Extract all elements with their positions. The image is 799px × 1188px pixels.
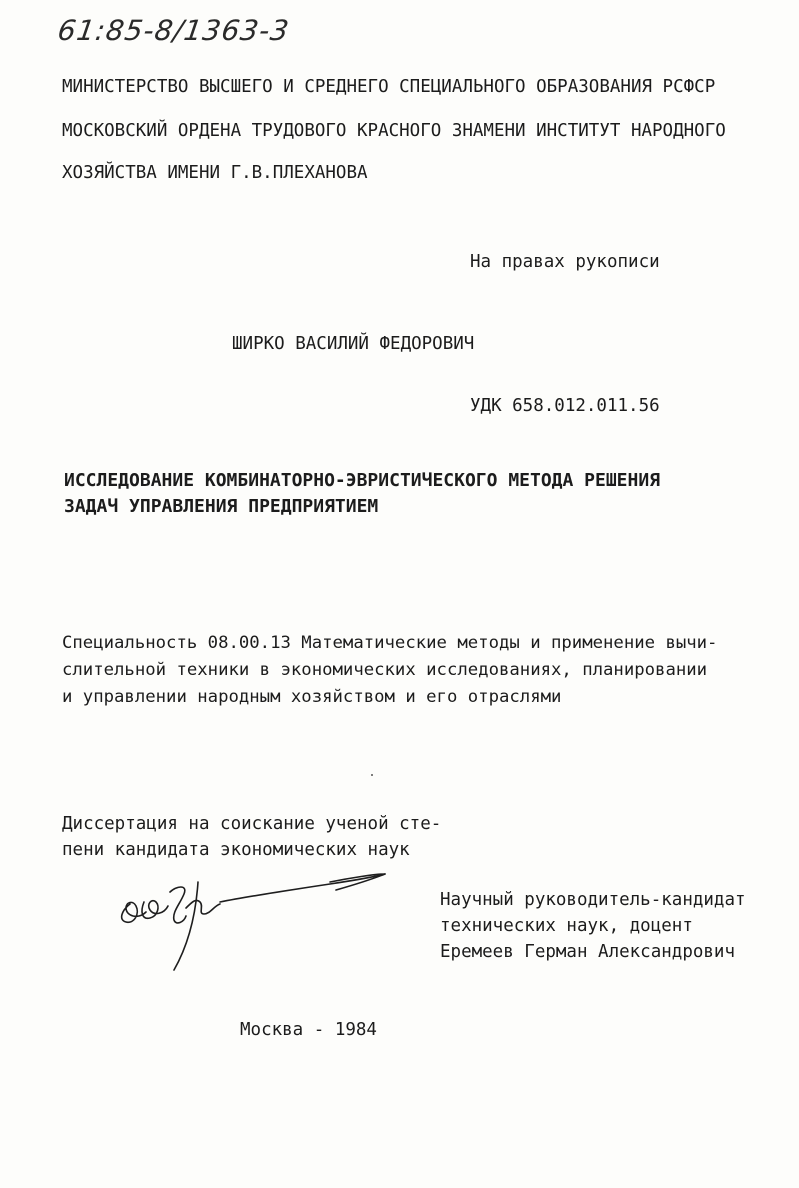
supervisor-line-3: Еремеев Герман Александрович — [440, 942, 736, 962]
specialty-line-3: и управлении народным хозяйством и его отраслями — [62, 687, 562, 707]
signature-icon — [100, 862, 400, 982]
title-line-2: ЗАДАЧ УПРАВЛЕНИЯ ПРЕДПРИЯТИЕМ — [64, 496, 379, 517]
archive-mark: 61:85-8/1363-3 — [55, 14, 292, 47]
title-line-1: ИССЛЕДОВАНИЕ КОМБИНАТОРНО-ЭВРИСТИЧЕСКОГО МЕТОДА РЕШЕНИЯ — [64, 470, 661, 491]
specialty-line-1: Специальность 08.00.13 Математические методы и применение вычи- — [62, 633, 718, 653]
header-line-2: МОСКОВСКИЙ ОРДЕНА ТРУДОВОГО КРАСНОГО ЗНАМЕНИ ИНСТИТУТ НАРОДНОГО — [62, 121, 726, 141]
udc-code: УДК 658.012.011.56 — [470, 396, 660, 416]
supervisor-line-1: Научный руководитель-кандидат — [440, 890, 746, 910]
author-name: ШИРКО ВАСИЛИЙ ФЕДОРОВИЧ — [232, 334, 475, 354]
dissertation-line-2: пени кандидата экономических наук — [62, 840, 410, 860]
dissertation-line-1: Диссертация на соискание ученой сте- — [62, 814, 442, 834]
manuscript-note: На правах рукописи — [470, 252, 660, 272]
place-year: Москва - 1984 — [240, 1020, 377, 1040]
header-line-1: МИНИСТЕРСТВО ВЫСШЕГО И СРЕДНЕГО СПЕЦИАЛЬНОГО ОБРАЗОВАНИЯ РСФСР — [62, 77, 716, 97]
specialty-line-2: слительной техники в экономических исследованиях, планировании — [62, 660, 708, 680]
supervisor-line-2: технических наук, доцент — [440, 916, 693, 936]
speck — [371, 774, 373, 776]
header-line-3: ХОЗЯЙСТВА ИМЕНИ Г.В.ПЛЕХАНОВА — [62, 163, 368, 183]
